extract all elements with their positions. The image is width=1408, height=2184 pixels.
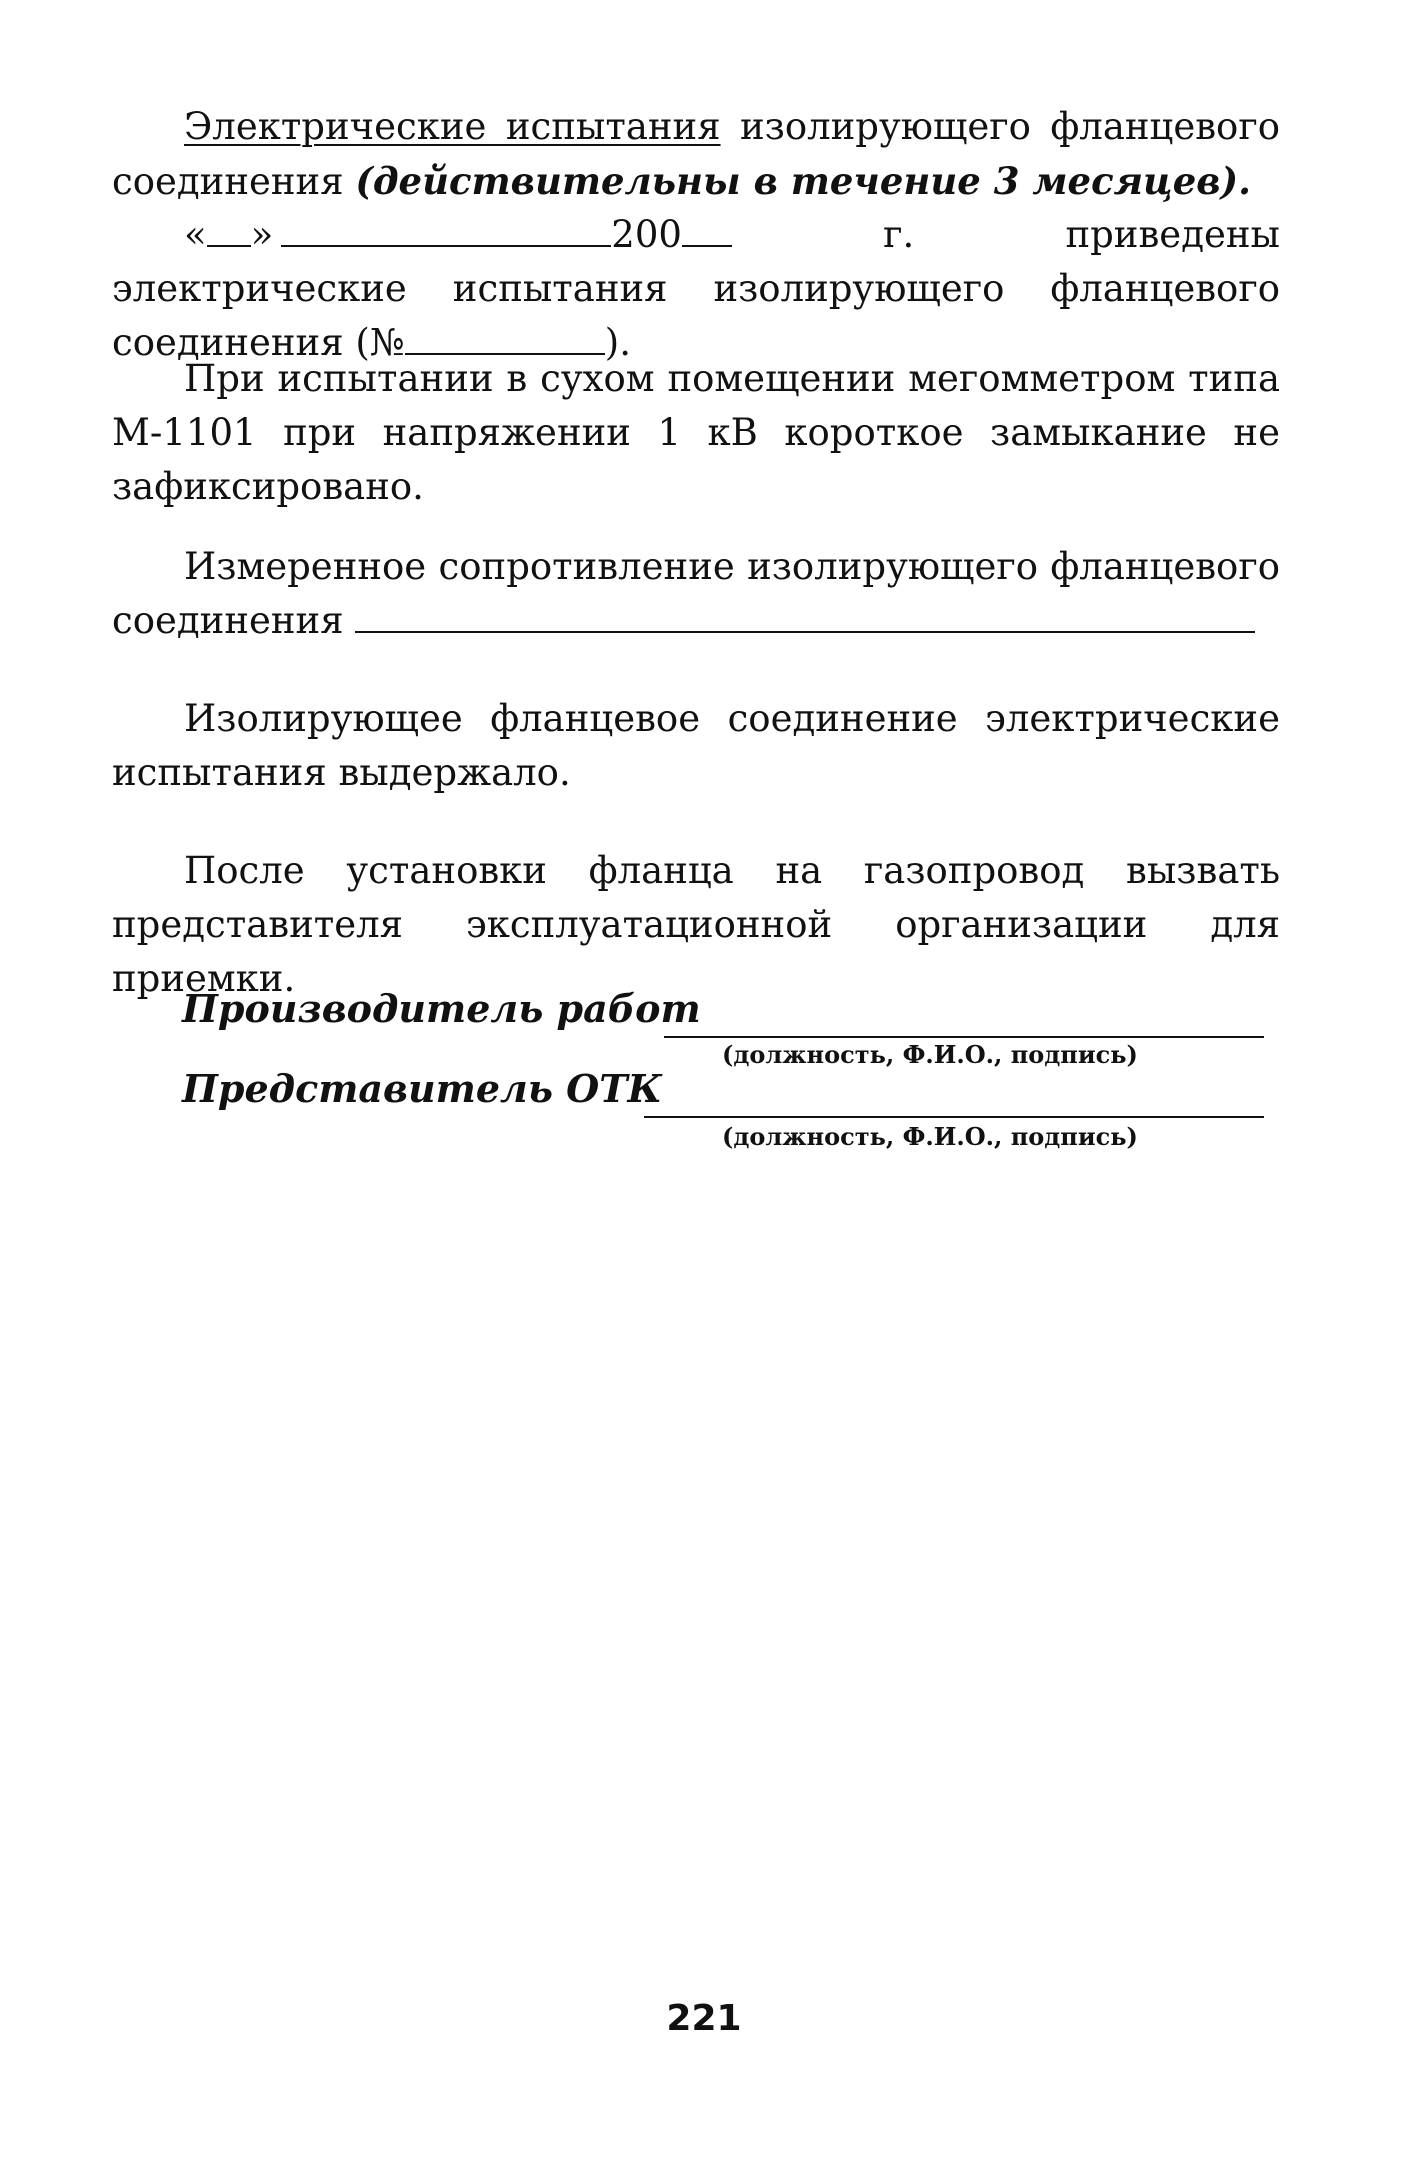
year-prefix: 200 — [611, 213, 682, 256]
heading-paragraph — [112, 100, 1280, 209]
date-paragraph — [112, 208, 1280, 370]
page-number: 221 — [666, 1998, 742, 2039]
signature-row-otk — [182, 1066, 1282, 1151]
number-suffix: ). — [604, 321, 631, 364]
number-blank — [405, 323, 605, 355]
day-blank — [207, 215, 251, 247]
test-paragraph: При испытании в сухом помещении мегомметром типа М-1101 при напряжении 1 кВ короткое замыкание не зафиксировано. — [112, 357, 1280, 508]
resistance-label: Измеренное сопротивление изолирующего фланцевого соединения — [112, 545, 1280, 642]
quote-close: » — [250, 213, 274, 256]
resistance-blank — [355, 601, 1255, 633]
date-line-text: г. приведены электрические испытания изолирующего фланцевого соединения — [112, 213, 1280, 364]
signature-line — [644, 1116, 1264, 1118]
signature-caption: (должность, Ф.И.О., подпись) — [722, 1040, 1138, 1069]
year-blank — [682, 215, 732, 247]
after-install-paragraph: После установки фланца на газопровод вызвать представителя эксплуатационной организации для приемки. — [112, 849, 1280, 1000]
signature-line — [664, 1036, 1264, 1038]
signature-caption: (должность, Ф.И.О., подпись) — [722, 1122, 1138, 1151]
number-prefix: (№ — [355, 321, 405, 364]
resistance-paragraph — [112, 540, 1280, 648]
heading-rest: изолирующего фланцевого соединения — [112, 105, 1280, 203]
heading-validity: (действительны в течение 3 месяцев). — [355, 159, 1251, 203]
quote-open: « — [184, 213, 207, 256]
signature-row-works — [182, 986, 1282, 1069]
passed-paragraph: Изолирующее фланцевое соединение электрические испытания выдержало. — [112, 697, 1280, 794]
heading-underlined: Электрические испытания — [184, 105, 721, 148]
month-blank — [281, 215, 611, 247]
signature-label: Производитель работ — [182, 986, 701, 1031]
signature-label: Представитель ОТК — [182, 1066, 663, 1111]
